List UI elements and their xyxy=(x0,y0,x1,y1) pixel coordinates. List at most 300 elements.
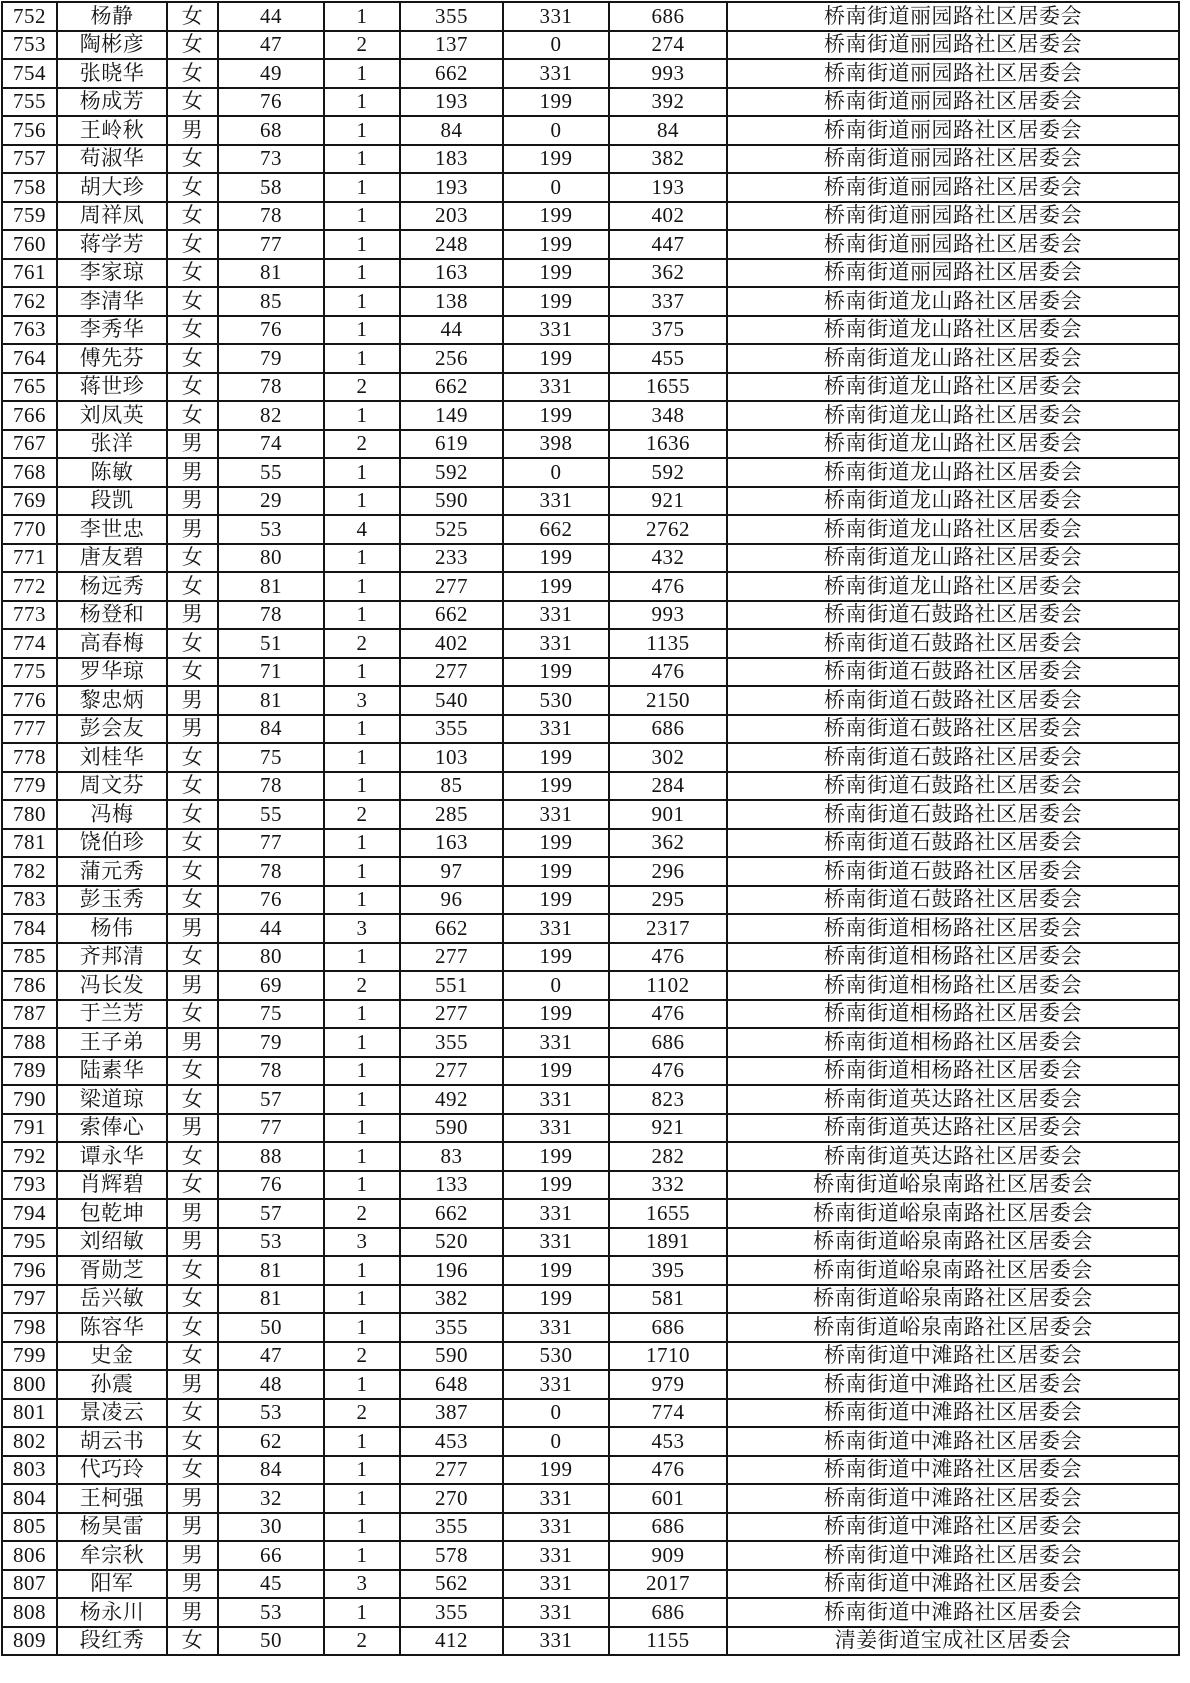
table-cell: 51 xyxy=(218,629,324,658)
table-cell: 77 xyxy=(218,1114,324,1143)
table-cell: 774 xyxy=(609,1399,727,1428)
table-cell: 2 xyxy=(324,373,400,402)
table-cell: 78 xyxy=(218,373,324,402)
table-cell: 女 xyxy=(167,88,218,117)
table-cell: 763 xyxy=(2,316,57,345)
table-cell: 331 xyxy=(503,715,609,744)
table-cell: 686 xyxy=(609,1513,727,1542)
table-cell: 331 xyxy=(503,1484,609,1513)
table-row xyxy=(2,1627,1179,1656)
table-row xyxy=(2,430,1179,459)
table-cell: 1 xyxy=(324,316,400,345)
table-cell: 2 xyxy=(324,629,400,658)
table-cell: 199 xyxy=(503,1000,609,1029)
table-cell: 1 xyxy=(324,344,400,373)
table-cell: 453 xyxy=(609,1427,727,1456)
table-cell: 84 xyxy=(218,1456,324,1485)
table-cell: 392 xyxy=(609,88,727,117)
table-cell: 1710 xyxy=(609,1342,727,1371)
table-cell: 47 xyxy=(218,31,324,60)
table-cell: 530 xyxy=(503,1342,609,1371)
table-cell: 齐邦清 xyxy=(57,943,167,972)
table-cell: 0 xyxy=(503,1427,609,1456)
table-cell: 女 xyxy=(167,1000,218,1029)
table-cell: 395 xyxy=(609,1256,727,1285)
table-row xyxy=(2,601,1179,630)
table-cell: 793 xyxy=(2,1171,57,1200)
table-cell: 1 xyxy=(324,1313,400,1342)
table-cell: 331 xyxy=(503,1513,609,1542)
table-cell: 桥南街道丽园路社区居委会 xyxy=(727,230,1179,259)
table-cell: 杨登和 xyxy=(57,601,167,630)
table-cell: 0 xyxy=(503,31,609,60)
table-cell: 331 xyxy=(503,601,609,630)
table-cell: 285 xyxy=(400,800,503,829)
table-row xyxy=(2,1484,1179,1513)
table-cell: 桥南街道石鼓路社区居委会 xyxy=(727,715,1179,744)
table-cell: 蒲元秀 xyxy=(57,857,167,886)
table-cell: 32 xyxy=(218,1484,324,1513)
table-cell: 199 xyxy=(503,287,609,316)
table-cell: 0 xyxy=(503,1399,609,1428)
table-cell: 桥南街道中滩路社区居委会 xyxy=(727,1370,1179,1399)
table-cell: 752 xyxy=(2,2,57,31)
table-row xyxy=(2,287,1179,316)
table-cell: 45 xyxy=(218,1570,324,1599)
table-cell: 806 xyxy=(2,1541,57,1570)
table-cell: 女 xyxy=(167,1313,218,1342)
table-row xyxy=(2,1114,1179,1143)
table-row xyxy=(2,544,1179,573)
table-cell: 杨昊雷 xyxy=(57,1513,167,1542)
table-body xyxy=(2,2,1179,1655)
table-cell: 248 xyxy=(400,230,503,259)
table-cell: 277 xyxy=(400,572,503,601)
table-cell: 桥南街道龙山路社区居委会 xyxy=(727,544,1179,573)
table-cell: 刘桂华 xyxy=(57,743,167,772)
table-cell: 199 xyxy=(503,572,609,601)
table-cell: 66 xyxy=(218,1541,324,1570)
table-cell: 686 xyxy=(609,1313,727,1342)
table-cell: 杨伟 xyxy=(57,914,167,943)
table-cell: 女 xyxy=(167,145,218,174)
table-cell: 778 xyxy=(2,743,57,772)
table-cell: 44 xyxy=(218,914,324,943)
table-cell: 199 xyxy=(503,259,609,288)
table-row xyxy=(2,1456,1179,1485)
table-cell: 81 xyxy=(218,1256,324,1285)
table-cell: 753 xyxy=(2,31,57,60)
table-cell: 302 xyxy=(609,743,727,772)
table-cell: 1 xyxy=(324,1484,400,1513)
table-cell: 1655 xyxy=(609,1199,727,1228)
table-cell: 979 xyxy=(609,1370,727,1399)
table-row xyxy=(2,1427,1179,1456)
table-cell: 杨远秀 xyxy=(57,572,167,601)
table-cell: 陈容华 xyxy=(57,1313,167,1342)
table-cell: 高春梅 xyxy=(57,629,167,658)
table-cell: 苟淑华 xyxy=(57,145,167,174)
table-cell: 1 xyxy=(324,401,400,430)
table-cell: 1 xyxy=(324,1085,400,1114)
table-cell: 355 xyxy=(400,1513,503,1542)
table-row xyxy=(2,800,1179,829)
table-cell: 788 xyxy=(2,1028,57,1057)
table-cell: 331 xyxy=(503,2,609,31)
table-cell: 686 xyxy=(609,715,727,744)
table-cell: 648 xyxy=(400,1370,503,1399)
table-cell: 686 xyxy=(609,1598,727,1627)
table-cell: 762 xyxy=(2,287,57,316)
table-row xyxy=(2,971,1179,1000)
table-cell: 女 xyxy=(167,401,218,430)
table-cell: 199 xyxy=(503,1057,609,1086)
table-cell: 804 xyxy=(2,1484,57,1513)
table-row xyxy=(2,1028,1179,1057)
table-cell: 790 xyxy=(2,1085,57,1114)
table-cell: 901 xyxy=(609,800,727,829)
table-row xyxy=(2,743,1179,772)
table-cell: 梁道琼 xyxy=(57,1085,167,1114)
table-cell: 段凯 xyxy=(57,487,167,516)
table-cell: 69 xyxy=(218,971,324,1000)
table-cell: 桥南街道丽园路社区居委会 xyxy=(727,59,1179,88)
table-row xyxy=(2,1057,1179,1086)
table-cell: 桥南街道峪泉南路社区居委会 xyxy=(727,1313,1179,1342)
table-cell: 史金 xyxy=(57,1342,167,1371)
table-cell: 768 xyxy=(2,458,57,487)
table-cell: 331 xyxy=(503,1370,609,1399)
table-row xyxy=(2,1370,1179,1399)
table-cell: 88 xyxy=(218,1142,324,1171)
table-cell: 王岭秋 xyxy=(57,116,167,145)
table-cell: 76 xyxy=(218,316,324,345)
table-cell: 桥南街道中滩路社区居委会 xyxy=(727,1399,1179,1428)
table-cell: 331 xyxy=(503,59,609,88)
table-cell: 789 xyxy=(2,1057,57,1086)
table-cell: 桥南街道相杨路社区居委会 xyxy=(727,1000,1179,1029)
table-cell: 590 xyxy=(400,487,503,516)
table-cell: 331 xyxy=(503,629,609,658)
table-cell: 199 xyxy=(503,1285,609,1314)
table-cell: 794 xyxy=(2,1199,57,1228)
table-cell: 772 xyxy=(2,572,57,601)
table-cell: 1 xyxy=(324,1541,400,1570)
table-cell: 81 xyxy=(218,686,324,715)
table-cell: 1155 xyxy=(609,1627,727,1656)
table-cell: 代巧玲 xyxy=(57,1456,167,1485)
table-cell: 1 xyxy=(324,601,400,630)
table-cell: 770 xyxy=(2,515,57,544)
table-cell: 索俸心 xyxy=(57,1114,167,1143)
table-cell: 163 xyxy=(400,259,503,288)
table-cell: 桥南街道丽园路社区居委会 xyxy=(727,259,1179,288)
table-cell: 921 xyxy=(609,1114,727,1143)
table-cell: 桥南街道中滩路社区居委会 xyxy=(727,1598,1179,1627)
table-cell: 男 xyxy=(167,515,218,544)
table-cell: 1 xyxy=(324,145,400,174)
table-cell: 781 xyxy=(2,829,57,858)
table-cell: 769 xyxy=(2,487,57,516)
table-row xyxy=(2,1342,1179,1371)
table-cell: 78 xyxy=(218,857,324,886)
table-cell: 47 xyxy=(218,1342,324,1371)
table-cell: 83 xyxy=(400,1142,503,1171)
table-cell: 女 xyxy=(167,886,218,915)
table-cell: 759 xyxy=(2,202,57,231)
table-cell: 476 xyxy=(609,1000,727,1029)
table-cell: 男 xyxy=(167,1541,218,1570)
table-cell: 270 xyxy=(400,1484,503,1513)
table-cell: 桥南街道中滩路社区居委会 xyxy=(727,1541,1179,1570)
table-row xyxy=(2,31,1179,60)
table-cell: 女 xyxy=(167,1142,218,1171)
table-cell: 1 xyxy=(324,287,400,316)
table-cell: 199 xyxy=(503,1456,609,1485)
table-cell: 女 xyxy=(167,1399,218,1428)
table-cell: 李清华 xyxy=(57,287,167,316)
table-cell: 137 xyxy=(400,31,503,60)
table-cell: 796 xyxy=(2,1256,57,1285)
table-cell: 1 xyxy=(324,1057,400,1086)
table-cell: 桥南街道丽园路社区居委会 xyxy=(727,2,1179,31)
table-cell: 78 xyxy=(218,772,324,801)
table-row xyxy=(2,1085,1179,1114)
table-cell: 766 xyxy=(2,401,57,430)
table-cell: 女 xyxy=(167,1171,218,1200)
table-cell: 女 xyxy=(167,544,218,573)
table-cell: 78 xyxy=(218,1057,324,1086)
table-cell: 女 xyxy=(167,173,218,202)
table-cell: 桥南街道龙山路社区居委会 xyxy=(727,316,1179,345)
table-row xyxy=(2,173,1179,202)
table-cell: 2 xyxy=(324,1399,400,1428)
table-cell: 282 xyxy=(609,1142,727,1171)
table-cell: 桥南街道龙山路社区居委会 xyxy=(727,401,1179,430)
table-cell: 296 xyxy=(609,857,727,886)
table-cell: 男 xyxy=(167,1570,218,1599)
table-cell: 饶伯珍 xyxy=(57,829,167,858)
table-cell: 84 xyxy=(400,116,503,145)
table-cell: 375 xyxy=(609,316,727,345)
table-cell: 783 xyxy=(2,886,57,915)
table-cell: 277 xyxy=(400,1456,503,1485)
table-cell: 402 xyxy=(400,629,503,658)
table-cell: 2 xyxy=(324,800,400,829)
table-cell: 刘凤英 xyxy=(57,401,167,430)
table-cell: 桥南街道丽园路社区居委会 xyxy=(727,173,1179,202)
table-cell: 476 xyxy=(609,943,727,972)
table-cell: 590 xyxy=(400,1342,503,1371)
table-cell: 993 xyxy=(609,601,727,630)
table-cell: 82 xyxy=(218,401,324,430)
table-cell: 199 xyxy=(503,943,609,972)
table-cell: 540 xyxy=(400,686,503,715)
table-cell: 97 xyxy=(400,857,503,886)
table-cell: 1655 xyxy=(609,373,727,402)
table-cell: 199 xyxy=(503,202,609,231)
table-cell: 57 xyxy=(218,1199,324,1228)
table-cell: 203 xyxy=(400,202,503,231)
table-cell: 199 xyxy=(503,230,609,259)
table-cell: 199 xyxy=(503,344,609,373)
table-cell: 1 xyxy=(324,1142,400,1171)
table-cell: 133 xyxy=(400,1171,503,1200)
table-row xyxy=(2,1313,1179,1342)
table-cell: 桥南街道丽园路社区居委会 xyxy=(727,202,1179,231)
table-cell: 578 xyxy=(400,1541,503,1570)
table-cell: 791 xyxy=(2,1114,57,1143)
table-cell: 619 xyxy=(400,430,503,459)
table-cell: 476 xyxy=(609,1057,727,1086)
table-cell: 331 xyxy=(503,1114,609,1143)
table-cell: 193 xyxy=(400,88,503,117)
table-cell: 桥南街道龙山路社区居委会 xyxy=(727,515,1179,544)
table-cell: 103 xyxy=(400,743,503,772)
table-cell: 2 xyxy=(324,430,400,459)
table-cell: 陶彬彦 xyxy=(57,31,167,60)
table-cell: 779 xyxy=(2,772,57,801)
table-cell: 776 xyxy=(2,686,57,715)
table-cell: 199 xyxy=(503,88,609,117)
table-cell: 601 xyxy=(609,1484,727,1513)
table-cell: 桥南街道龙山路社区居委会 xyxy=(727,373,1179,402)
table-row xyxy=(2,1199,1179,1228)
table-cell: 女 xyxy=(167,31,218,60)
table-cell: 桥南街道相杨路社区居委会 xyxy=(727,1028,1179,1057)
table-cell: 1 xyxy=(324,1285,400,1314)
table-cell: 4 xyxy=(324,515,400,544)
table-cell: 530 xyxy=(503,686,609,715)
table-cell: 蒋学芳 xyxy=(57,230,167,259)
table-cell: 女 xyxy=(167,629,218,658)
table-cell: 476 xyxy=(609,1456,727,1485)
table-cell: 谭永华 xyxy=(57,1142,167,1171)
table-cell: 2317 xyxy=(609,914,727,943)
table-row xyxy=(2,1570,1179,1599)
table-cell: 29 xyxy=(218,487,324,516)
table-cell: 男 xyxy=(167,1199,218,1228)
table-cell: 331 xyxy=(503,373,609,402)
table-cell: 女 xyxy=(167,259,218,288)
table-cell: 331 xyxy=(503,1199,609,1228)
table-cell: 80 xyxy=(218,544,324,573)
table-cell: 921 xyxy=(609,487,727,516)
table-cell: 牟宗秋 xyxy=(57,1541,167,1570)
table-cell: 758 xyxy=(2,173,57,202)
table-cell: 79 xyxy=(218,1028,324,1057)
table-cell: 76 xyxy=(218,88,324,117)
table-cell: 592 xyxy=(609,458,727,487)
table-cell: 784 xyxy=(2,914,57,943)
table-row xyxy=(2,857,1179,886)
table-cell: 罗华琼 xyxy=(57,658,167,687)
table-cell: 754 xyxy=(2,59,57,88)
table-cell: 775 xyxy=(2,658,57,687)
table-cell: 49 xyxy=(218,59,324,88)
table-cell: 桥南街道龙山路社区居委会 xyxy=(727,458,1179,487)
table-cell: 84 xyxy=(609,116,727,145)
table-cell: 桥南街道石鼓路社区居委会 xyxy=(727,772,1179,801)
table-cell: 桥南街道峪泉南路社区居委会 xyxy=(727,1256,1179,1285)
table-cell: 2 xyxy=(324,1342,400,1371)
table-row xyxy=(2,316,1179,345)
table-cell: 0 xyxy=(503,173,609,202)
table-cell: 1 xyxy=(324,487,400,516)
table-cell: 0 xyxy=(503,116,609,145)
table-cell: 412 xyxy=(400,1627,503,1656)
table-cell: 包乾坤 xyxy=(57,1199,167,1228)
table-row xyxy=(2,572,1179,601)
table-cell: 黎忠炳 xyxy=(57,686,167,715)
table-cell: 75 xyxy=(218,743,324,772)
table-row xyxy=(2,1541,1179,1570)
table-cell: 520 xyxy=(400,1228,503,1257)
table-cell: 77 xyxy=(218,829,324,858)
table-cell: 桥南街道相杨路社区居委会 xyxy=(727,943,1179,972)
table-cell: 233 xyxy=(400,544,503,573)
table-cell: 1 xyxy=(324,1000,400,1029)
table-cell: 女 xyxy=(167,344,218,373)
table-cell: 801 xyxy=(2,1399,57,1428)
table-cell: 3 xyxy=(324,914,400,943)
table-cell: 1891 xyxy=(609,1228,727,1257)
table-cell: 男 xyxy=(167,487,218,516)
table-row xyxy=(2,202,1179,231)
table-cell: 周祥凤 xyxy=(57,202,167,231)
table-cell: 551 xyxy=(400,971,503,1000)
table-cell: 382 xyxy=(609,145,727,174)
table-cell: 段红秀 xyxy=(57,1627,167,1656)
table-cell: 777 xyxy=(2,715,57,744)
table-cell: 337 xyxy=(609,287,727,316)
table-cell: 771 xyxy=(2,544,57,573)
table-cell: 55 xyxy=(218,458,324,487)
table-cell: 桥南街道石鼓路社区居委会 xyxy=(727,686,1179,715)
table-cell: 767 xyxy=(2,430,57,459)
table-row xyxy=(2,943,1179,972)
table-cell: 331 xyxy=(503,1313,609,1342)
table-cell: 183 xyxy=(400,145,503,174)
table-cell: 男 xyxy=(167,914,218,943)
table-cell: 女 xyxy=(167,1285,218,1314)
table-cell: 2 xyxy=(324,31,400,60)
table-cell: 686 xyxy=(609,2,727,31)
table-cell: 792 xyxy=(2,1142,57,1171)
table-cell: 331 xyxy=(503,1085,609,1114)
table-cell: 男 xyxy=(167,430,218,459)
table-row xyxy=(2,1399,1179,1428)
table-cell: 909 xyxy=(609,1541,727,1570)
table-cell: 492 xyxy=(400,1085,503,1114)
table-cell: 799 xyxy=(2,1342,57,1371)
table-cell: 1 xyxy=(324,943,400,972)
table-cell: 800 xyxy=(2,1370,57,1399)
table-cell: 798 xyxy=(2,1313,57,1342)
table-cell: 823 xyxy=(609,1085,727,1114)
table-cell: 807 xyxy=(2,1570,57,1599)
table-cell: 王子弟 xyxy=(57,1028,167,1057)
table-cell: 男 xyxy=(167,601,218,630)
table-cell: 1 xyxy=(324,1598,400,1627)
table-cell: 795 xyxy=(2,1228,57,1257)
table-cell: 808 xyxy=(2,1598,57,1627)
table-cell: 331 xyxy=(503,1028,609,1057)
table-cell: 桥南街道丽园路社区居委会 xyxy=(727,145,1179,174)
table-cell: 662 xyxy=(400,914,503,943)
table-cell: 797 xyxy=(2,1285,57,1314)
table-cell: 85 xyxy=(400,772,503,801)
